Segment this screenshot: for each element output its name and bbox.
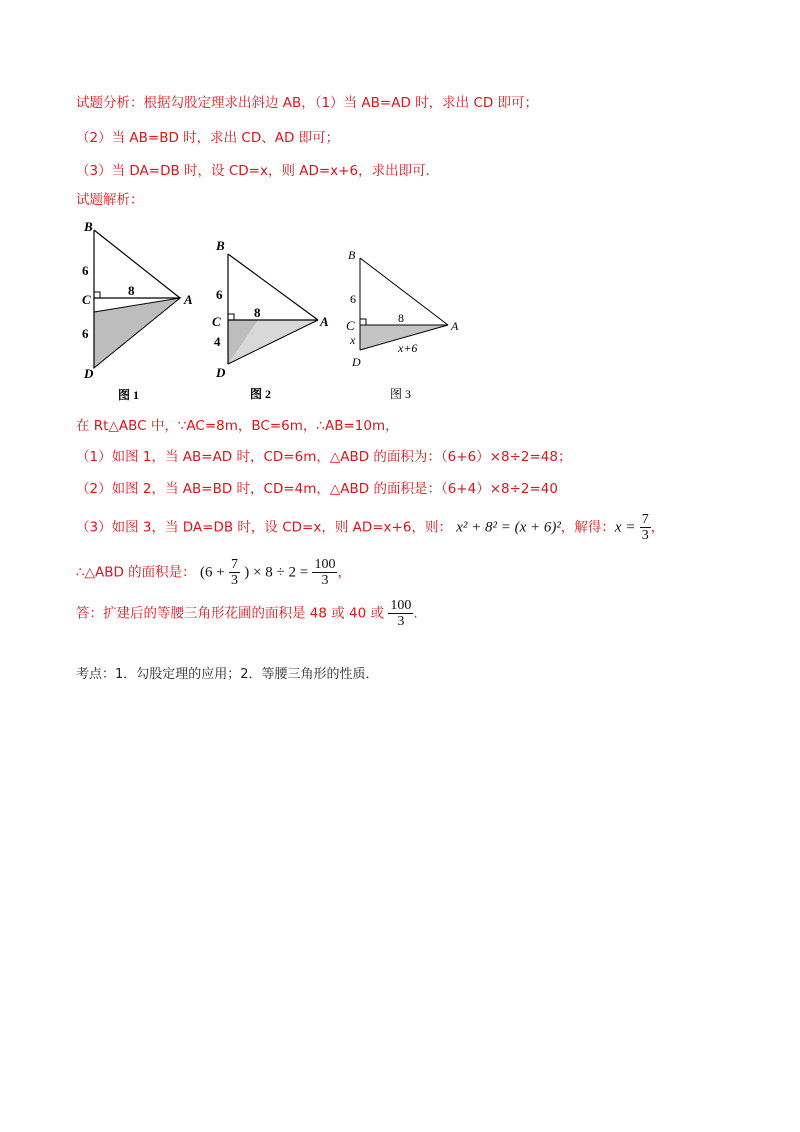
label-C: C (346, 318, 355, 333)
label-cd: 4 (214, 334, 221, 349)
segment-ba (228, 254, 318, 320)
segment-ba (94, 230, 180, 298)
right-angle-mark (94, 292, 100, 298)
x-equals: x = (614, 519, 636, 536)
analysis-line-2: （2）当 AB=BD 时，求出 CD、AD 即可； (76, 130, 340, 146)
label-D: D (84, 366, 94, 381)
fraction-7-3-b: $\frac{7}{3}$ (230, 557, 238, 588)
label-D: D (352, 355, 361, 369)
label-da: x+6 (398, 341, 418, 355)
label-bc: 6 (350, 292, 356, 306)
equation: x² + 8² = (x + 6)² (456, 519, 561, 536)
label-ca: 8 (128, 283, 135, 298)
solve-text: ，解得： (560, 519, 615, 536)
label-bc: 6 (82, 263, 89, 278)
solution-line-2: （1）如图 1，当 AB=AD 时，CD=6m，△ABD 的面积为：（6+6）×8÷2=48； (76, 449, 572, 465)
answer-text: 答：扩建后的等腰三角形花圃的面积是 48 或 40 或 (76, 605, 385, 622)
shaded-triangle (94, 298, 180, 368)
label-A: A (184, 292, 193, 307)
figure-3 (340, 244, 470, 404)
label-B: B (84, 219, 93, 234)
caption: 图 3 (390, 387, 412, 401)
label-B: B (348, 248, 356, 262)
solution-line-3: （2）如图 2，当 AB=BD 时，CD=4m，△ABD 的面积是：（6+4）×8÷2=40 (76, 481, 558, 497)
label-bc: 6 (216, 287, 223, 302)
line4-text: （3）如图 3，当 DA=DB 时，设 CD=x，则 AD=x+6，则： (76, 519, 452, 536)
answer-line: 答：扩建后的等腰三角形花圃的面积是 48 或 40 或 $\frac{100}{3}$ . (76, 598, 418, 629)
label-C: C (212, 314, 221, 329)
right-angle-mark (360, 319, 366, 325)
analysis-line-3: （3）当 DA=DB 时，设 CD=x，则 AD=x+6，求出即可. (76, 163, 430, 179)
label-B: B (216, 238, 225, 253)
fraction-100-3: $\frac{100}{3}$ (314, 557, 336, 588)
fraction-100-3-answer: $\frac{100}{3}$ (390, 598, 412, 629)
label-C: C (82, 292, 91, 307)
line5-text: ∴△ABD 的面积是： (76, 564, 196, 581)
label-ca: 8 (254, 305, 261, 320)
right-angle-mark (228, 314, 234, 320)
figure-1 (78, 218, 198, 404)
figure-2 (208, 236, 336, 402)
label-A: A (320, 314, 329, 329)
label-cd: 6 (82, 326, 89, 341)
segment-ba (360, 258, 448, 325)
label-A: A (451, 319, 459, 333)
caption: 图 1 (118, 388, 140, 402)
kaodian: 考点：1．勾股定理的应用；2．等腰三角形的性质． (76, 667, 379, 682)
label-D: D (216, 365, 226, 380)
solution-line-5: ∴△ABD 的面积是： (6 + $\frac{7}{3}$ ) × 8 ÷ 2 = $\frac{100}{3}$ ， (76, 557, 351, 588)
analysis-line-1: 试题分析：根据勾股定理求出斜边 AB，（1）当 AB=AD 时，求出 CD 即可； (76, 95, 539, 111)
caption: 图 2 (250, 387, 272, 401)
solution-line-1: 在 Rt△ABC 中，∵AC=8m，BC=6m，∴AB=10m， (76, 418, 399, 434)
label-cd: x (350, 333, 356, 347)
fraction-7-3: $\frac{7}{3}$ (641, 512, 649, 543)
label-ca: 8 (398, 311, 404, 325)
solution-line-4: （3）如图 3，当 DA=DB 时，设 CD=x，则 AD=x+6，则： x² + 8² = (x + 6)²，解得：x = $\frac{7}{3}$ ， (76, 512, 665, 543)
solution-heading: 试题解析： (76, 192, 144, 208)
